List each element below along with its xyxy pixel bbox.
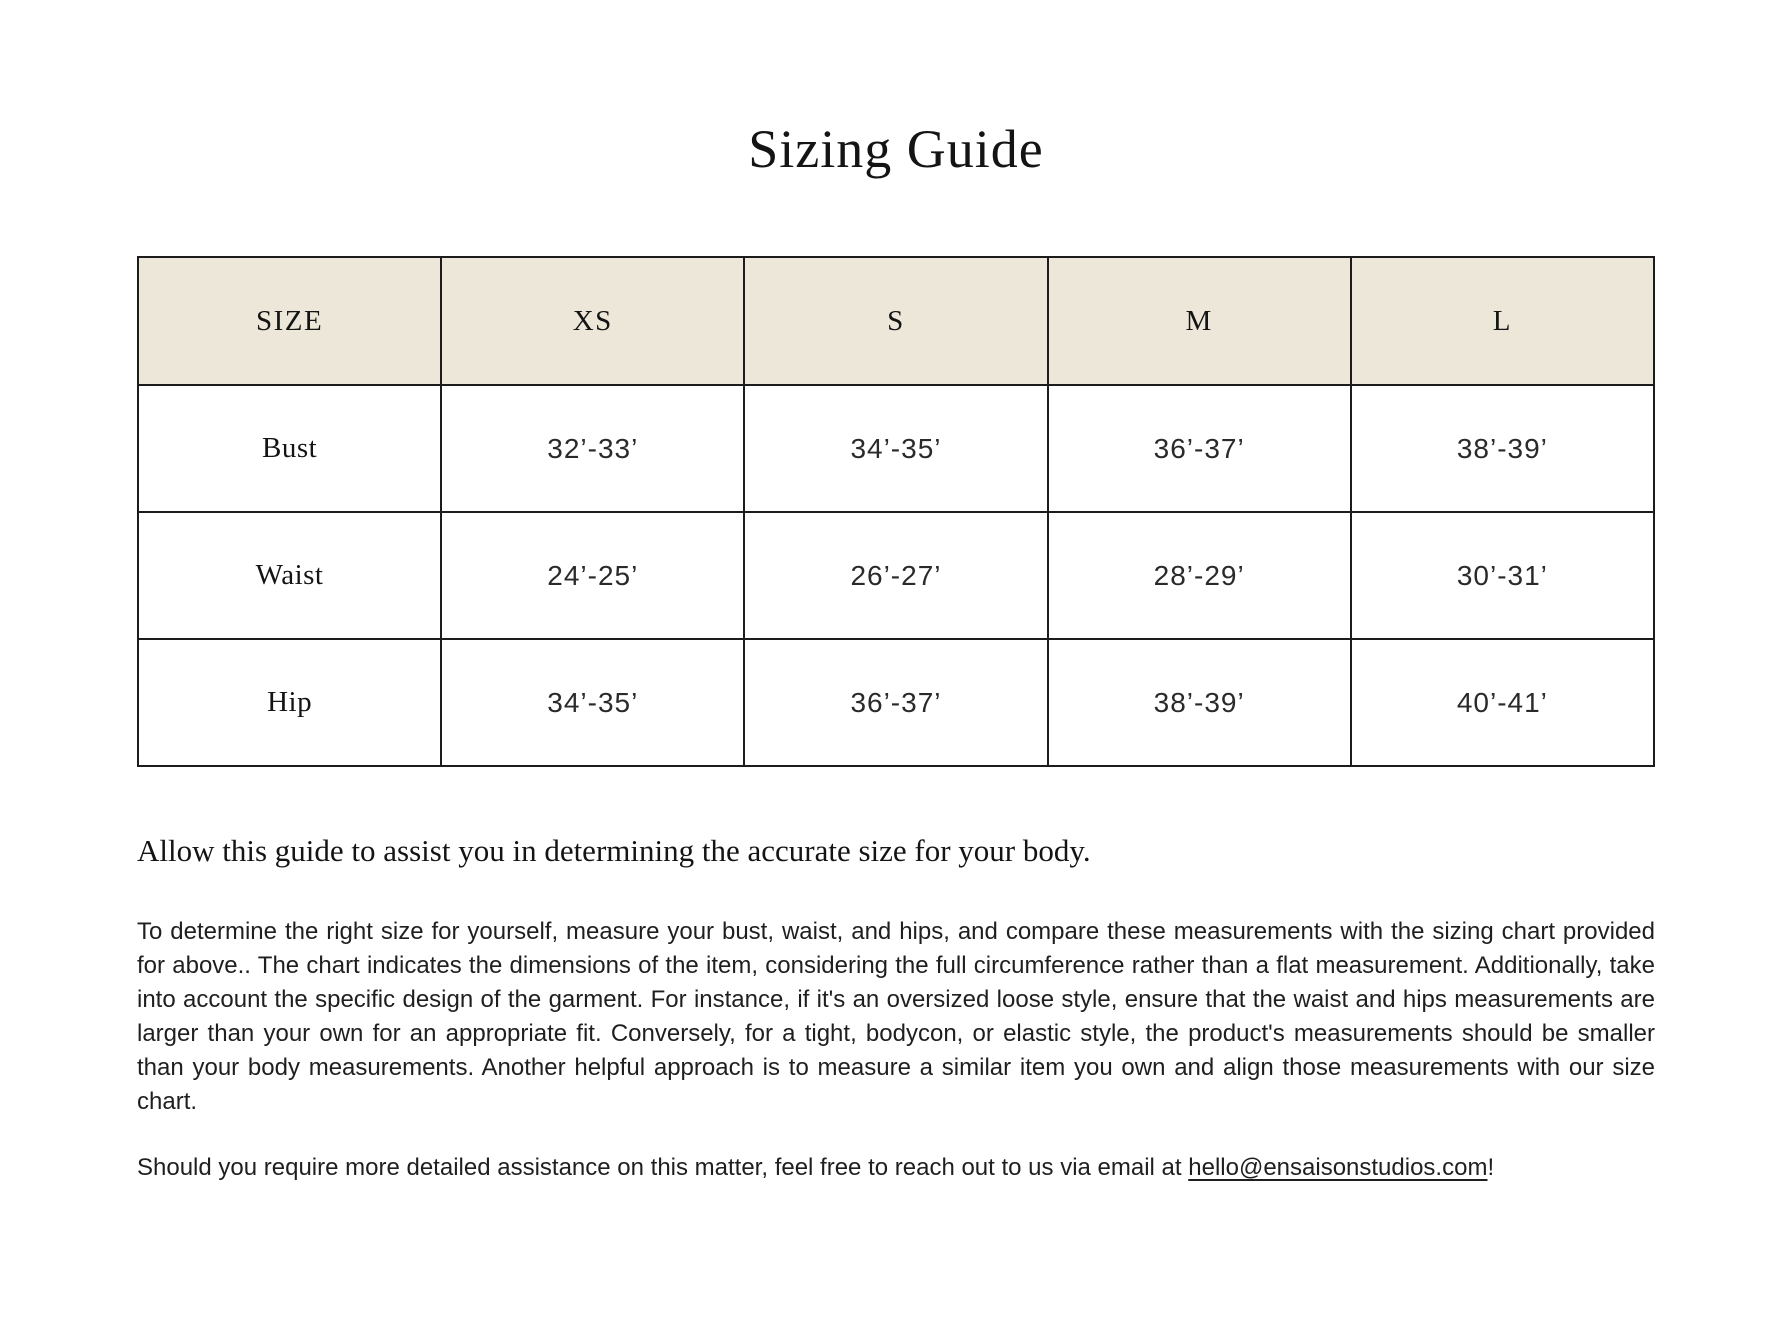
contact-text-prefix: Should you require more detailed assistance on this matter, feel free to reach out to us via email at: [137, 1154, 1189, 1181]
cell-hip-s: 36’-37’: [744, 639, 1047, 766]
cell-waist-l: 30’-31’: [1351, 512, 1654, 639]
column-header-s: S: [744, 257, 1047, 385]
cell-hip-l: 40’-41’: [1351, 639, 1654, 766]
cell-hip-m: 38’-39’: [1048, 639, 1351, 766]
cell-bust-m: 36’-37’: [1048, 385, 1351, 512]
cell-waist-s: 26’-27’: [744, 512, 1047, 639]
guide-paragraph: To determine the right size for yourself, measure your bust, waist, and hips, and compare these measurements with the sizing chart provided for above.. The chart indicates the dimensions of the item, considering the full circumference rather than a flat measurement. Additionally, take into account the specific design of the garment. For instance, if it's an oversized loose style, ensure that the waist and hips measurements are larger than your own for an appropriate fit. Conversely, for a tight, bodycon, or elastic style, the product's measurements should be smaller than your body measurements. Another helpful approach is to measure a similar item you own and align those measurements with our size chart.: [137, 918, 1655, 1115]
cell-bust-xs: 32’-33’: [441, 385, 744, 512]
sizing-table: [137, 256, 1655, 767]
column-header-l: L: [1351, 257, 1654, 385]
cell-bust-l: 38’-39’: [1351, 385, 1654, 512]
row-label-waist: Waist: [138, 512, 441, 639]
table-row-hip: [138, 639, 1654, 766]
row-label-bust: Bust: [138, 385, 441, 512]
column-header-m: M: [1048, 257, 1351, 385]
cell-bust-s: 34’-35’: [744, 385, 1047, 512]
sizing-table-header: [138, 257, 1654, 385]
sizing-table-body: [138, 385, 1654, 766]
contact-text-suffix: !: [1487, 1154, 1495, 1181]
cell-waist-xs: 24’-25’: [441, 512, 744, 639]
contact-line: [137, 1151, 1655, 1185]
row-label-hip: Hip: [138, 639, 441, 766]
cell-hip-xs: 34’-35’: [441, 639, 744, 766]
email-link[interactable]: hello@ensaisonstudios.com: [1188, 1154, 1488, 1181]
table-row-bust: [138, 385, 1654, 512]
page-title: Sizing Guide: [748, 119, 1044, 179]
table-row-waist: [138, 512, 1654, 639]
column-header-size: SIZE: [138, 257, 441, 385]
column-header-xs: XS: [441, 257, 744, 385]
cell-waist-m: 28’-29’: [1048, 512, 1351, 639]
header-row: [138, 257, 1654, 385]
guide-subheading: Allow this guide to assist you in determining the accurate size for your body.: [137, 833, 1091, 868]
